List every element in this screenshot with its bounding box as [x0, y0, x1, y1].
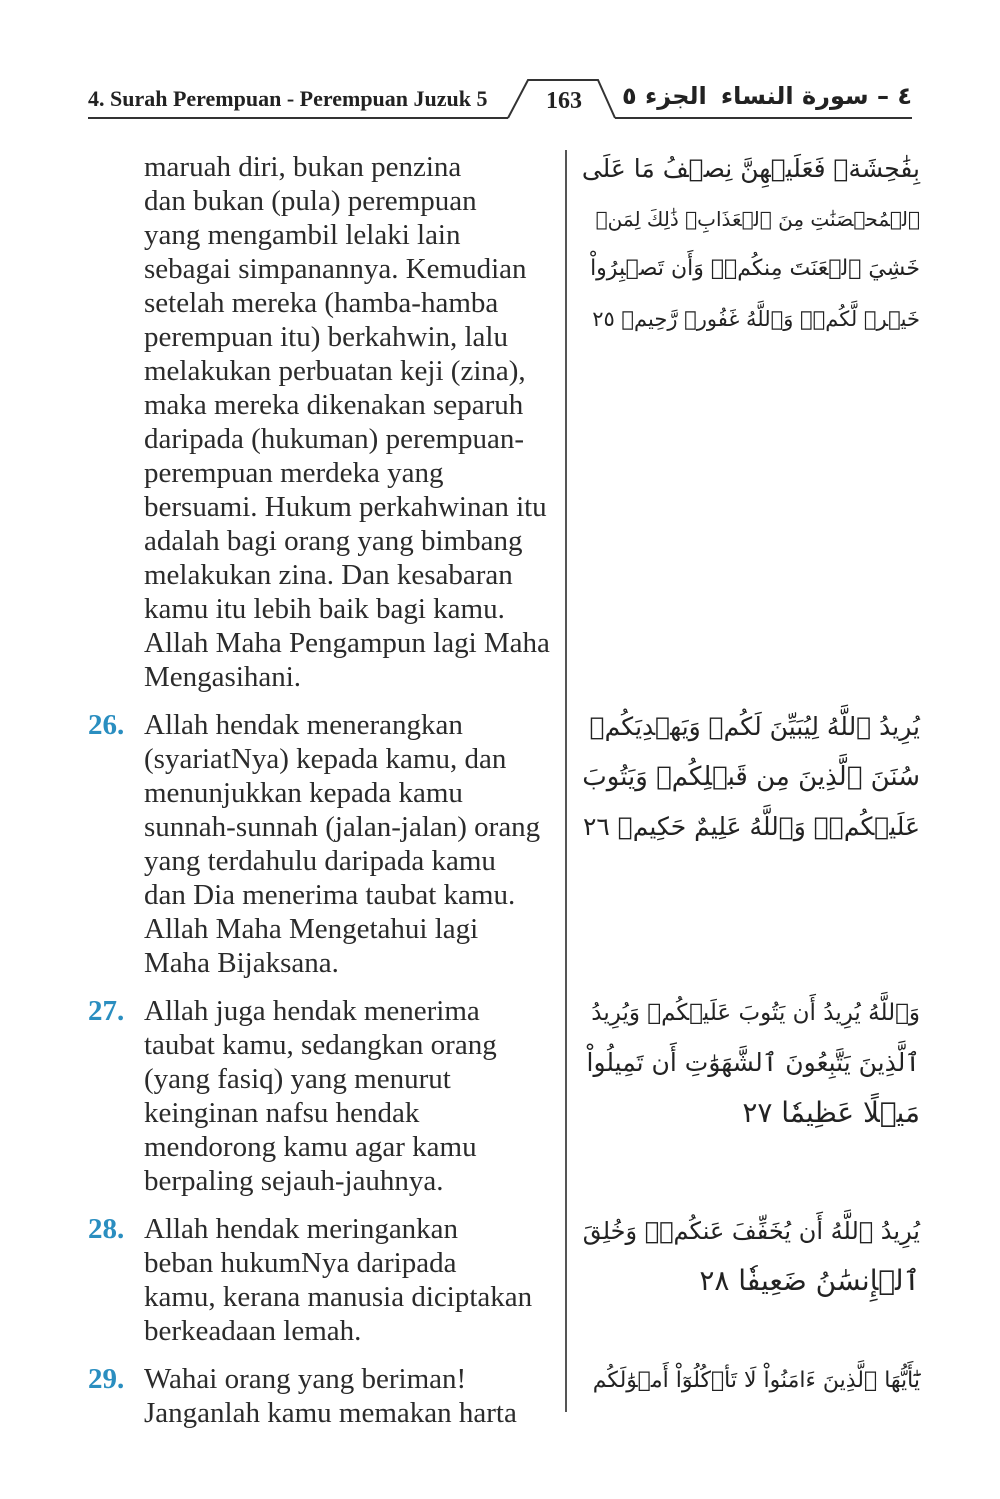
translation-line: dan bukan (pula) perempuan — [144, 185, 477, 217]
verse-number: 28. — [88, 1213, 125, 1245]
translation-line: Allah Maha Pengampun lagi Maha — [144, 627, 550, 659]
translation-line: Janganlah kamu memakan harta — [144, 1397, 517, 1429]
verse-arabic — [580, 144, 920, 344]
verse-translation — [88, 1362, 558, 1430]
translation-line: perempuan merdeka yang — [144, 457, 444, 489]
page-header — [0, 0, 1000, 125]
translation-line: dan Dia menerima taubat kamu. — [144, 879, 516, 911]
verse-number: 26. — [88, 709, 125, 741]
arabic-line: وَٱللَّهُ يُرِيدُ أَن يَتُوبَ عَلَيۡكُمۡ وَيُرِيدُ — [591, 1000, 920, 1026]
translation-line: adalah bagi orang yang bimbang — [144, 525, 523, 557]
verse-translation — [88, 994, 558, 1198]
translation-line: taubat kamu, sedangkan orang — [144, 1029, 497, 1061]
arabic-line: بِفَٰحِشَةٖ فَعَلَيۡهِنَّ نِصۡفُ مَا عَلَى — [581, 154, 920, 183]
translation-line: Wahai orang yang beriman! — [144, 1363, 467, 1395]
arabic-line: يَٰٓأَيُّهَا ٱلَّذِينَ ءَامَنُواْ لَا تَأۡكُلُوٓاْ أَمۡوَٰلَكُم — [592, 1368, 920, 1393]
translation-line: berpaling sejauh-jauhnya. — [144, 1165, 444, 1197]
arabic-line: ٱلۡمُحۡصَنَٰتِ مِنَ ٱلۡعَذَابِۚ ذَٰلِكَ لِمَنۡ — [595, 207, 920, 231]
header-surah-title: 4. Surah Perempuan - Perempuan Juzuk 5 — [88, 86, 488, 111]
arabic-line: يُرِيدُ ٱللَّهُ لِيُبَيِّنَ لَكُمۡ وَيَهۡدِيَكُمۡ — [589, 712, 920, 741]
header-juz-arabic: الجزء ٥ — [622, 82, 707, 110]
verse-translation — [88, 150, 558, 694]
arabic-line: خَيۡرٞ لَّكُمۡۗ وَٱللَّهُ غَفُورٞ رَّحِيمٞ ٢٥ — [592, 307, 920, 331]
translation-column — [88, 150, 558, 1444]
column-divider — [565, 150, 567, 1412]
translation-line: Allah hendak meringankan — [144, 1213, 459, 1245]
arabic-line: ٱلۡإِنسَٰنُ ضَعِيفٗا ٢٨ — [699, 1264, 920, 1297]
arabic-line: يُرِيدُ ٱللَّهُ أَن يُخَفِّفَ عَنكُمۡۚ وَخُلِقَ — [582, 1217, 920, 1245]
translation-line: beban hukumNya daripada — [144, 1247, 457, 1279]
translation-line: perempuan itu) berkahwin, lalu — [144, 321, 508, 353]
translation-line: kamu, kerana manusia diciptakan — [144, 1281, 533, 1313]
header-surah-arabic: ٤ – سورة النساء — [720, 82, 912, 110]
arabic-line: عَلَيۡكُمۡۗ وَٱللَّهُ عَلِيمٌ حَكِيمٞ ٢٦ — [582, 812, 920, 841]
translation-line: (yang fasiq) yang menurut — [144, 1063, 451, 1095]
translation-line: (syariatNya) kepada kamu, dan — [144, 743, 507, 775]
translation-line: yang mengambil lelaki lain — [144, 219, 461, 251]
translation-line: yang terdahulu daripada kamu — [144, 845, 496, 877]
translation-line: Allah juga hendak menerima — [144, 995, 480, 1027]
translation-line: maruah diri, bukan penzina — [144, 151, 462, 183]
translation-line: setelah mereka (hamba-hamba — [144, 287, 499, 319]
page-number: 163 — [546, 88, 582, 114]
translation-line: sunnah-sunnah (jalan-jalan) orang — [144, 811, 541, 843]
translation-line: daripada (hukuman) perempuan- — [144, 423, 525, 455]
translation-line: Allah Maha Mengetahui lagi — [144, 913, 479, 945]
translation-line: menunjukkan kepada kamu — [144, 777, 463, 809]
verse-number: 29. — [88, 1363, 125, 1395]
verse-translation — [88, 708, 558, 980]
translation-line: Maha Bijaksana. — [144, 947, 339, 979]
arabic-line: خَشِيَ ٱلۡعَنَتَ مِنكُمۡۚ وَأَن تَصۡبِرُواْ — [590, 256, 920, 281]
verse-number: 27. — [88, 995, 125, 1027]
translation-line: sebagai simpanannya. Kemudian — [144, 253, 527, 285]
translation-line: melakukan zina. Dan kesabaran — [144, 559, 513, 591]
translation-line: melakukan perbuatan keji (zina), — [144, 355, 526, 387]
translation-line: mendorong kamu agar kamu — [144, 1131, 477, 1163]
verse-translation — [88, 1212, 558, 1348]
translation-line: keinginan nafsu hendak — [144, 1097, 420, 1129]
arabic-line: ٱلَّذِينَ يَتَّبِعُونَ ٱلشَّهَوَٰتِ أَن تَمِيلُواْ — [586, 1048, 920, 1077]
verse-arabic — [580, 702, 920, 852]
translation-line: kamu itu lebih baik bagi kamu. — [144, 593, 505, 625]
translation-line: maka mereka dikenakan separuh — [144, 389, 524, 421]
arabic-line: سُنَنَ ٱلَّذِينَ مِن قَبۡلِكُمۡ وَيَتُوبَ — [582, 762, 920, 792]
translation-line: Mengasihani. — [144, 661, 302, 693]
arabic-line: مَيۡلًا عَظِيمٗا ٢٧ — [742, 1096, 920, 1129]
translation-line: Allah hendak menerangkan — [144, 709, 463, 741]
translation-line: bersuami. Hukum perkahwinan itu — [144, 491, 547, 523]
verse-arabic — [580, 1356, 920, 1406]
translation-line: berkeadaan lemah. — [144, 1315, 362, 1347]
verse-arabic — [580, 1206, 920, 1306]
verse-arabic — [580, 988, 920, 1138]
